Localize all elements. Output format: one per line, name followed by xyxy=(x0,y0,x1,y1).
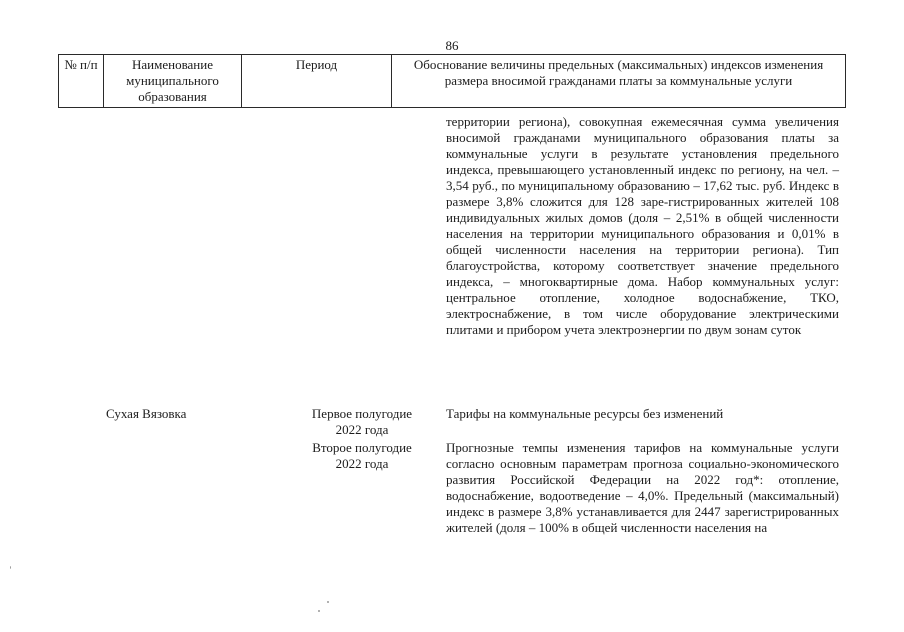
period-second-half: Второе полугодие 2022 года xyxy=(312,440,412,471)
header-period: Период xyxy=(242,55,392,108)
period-first-half: Первое полугодие 2022 года xyxy=(311,406,413,437)
header-num: № п/п xyxy=(59,55,104,108)
header-row xyxy=(59,55,846,108)
table-header xyxy=(58,54,846,108)
header-name: Наименование муниципального образования xyxy=(104,55,242,108)
reason-second-half: Прогнозные темпы изменения тарифов на коммунальные услуги согласно основным параметрам прогноза социально-экономического развития Российской Федерации на 2022 год*: отопление, водоснабжение, водоотведение – 4,0%. Предельный (максимальный) индекс в размере 3,8% устанавливается для 2447 зарегистрированных жителей (доля – 100% в общей численности населения на xyxy=(446,440,839,535)
municipality-name: Сухая Вязовка xyxy=(106,406,187,421)
reason-first-half: Тарифы на коммунальные ресурсы без изменений xyxy=(446,406,724,421)
scan-speck xyxy=(327,601,329,603)
scan-speck xyxy=(10,566,11,569)
scan-speck xyxy=(318,610,320,612)
reason-continuation: территории региона), совокупная ежемесячная сумма увеличения вносимой гражданами муниципального образования платы за коммунальные услуги в результате установления предельного индекса, превышающего установленный индекс по региону, на чел. – 3,54 руб., по муниципальному образованию – 17,62 тыс. руб. Индекс в размере 3,8% сложится для 128 заре-гистрированных жителей 108 индивидуальных жилых домов (доля – 2,51% в общей численности населения на территории муниципального образования и 0,01% в общей численности населения на территории региона). Тип благоустройства, которому соответствует значение предельного индекса, – многоквартирные дома. Набор коммунальных услуг: центральное отопление, холодное водоснабжение, ТКО, электроснабжение, в том числе оборудование электрическими плитами и прибором учета электроэнергии по двум зонам суток xyxy=(446,114,839,337)
page-number: 86 xyxy=(445,38,459,53)
header-reason: Обоснование величины предельных (максимальных) индексов изменения размера вносимой гражданами платы за коммунальные услуги xyxy=(392,55,846,108)
